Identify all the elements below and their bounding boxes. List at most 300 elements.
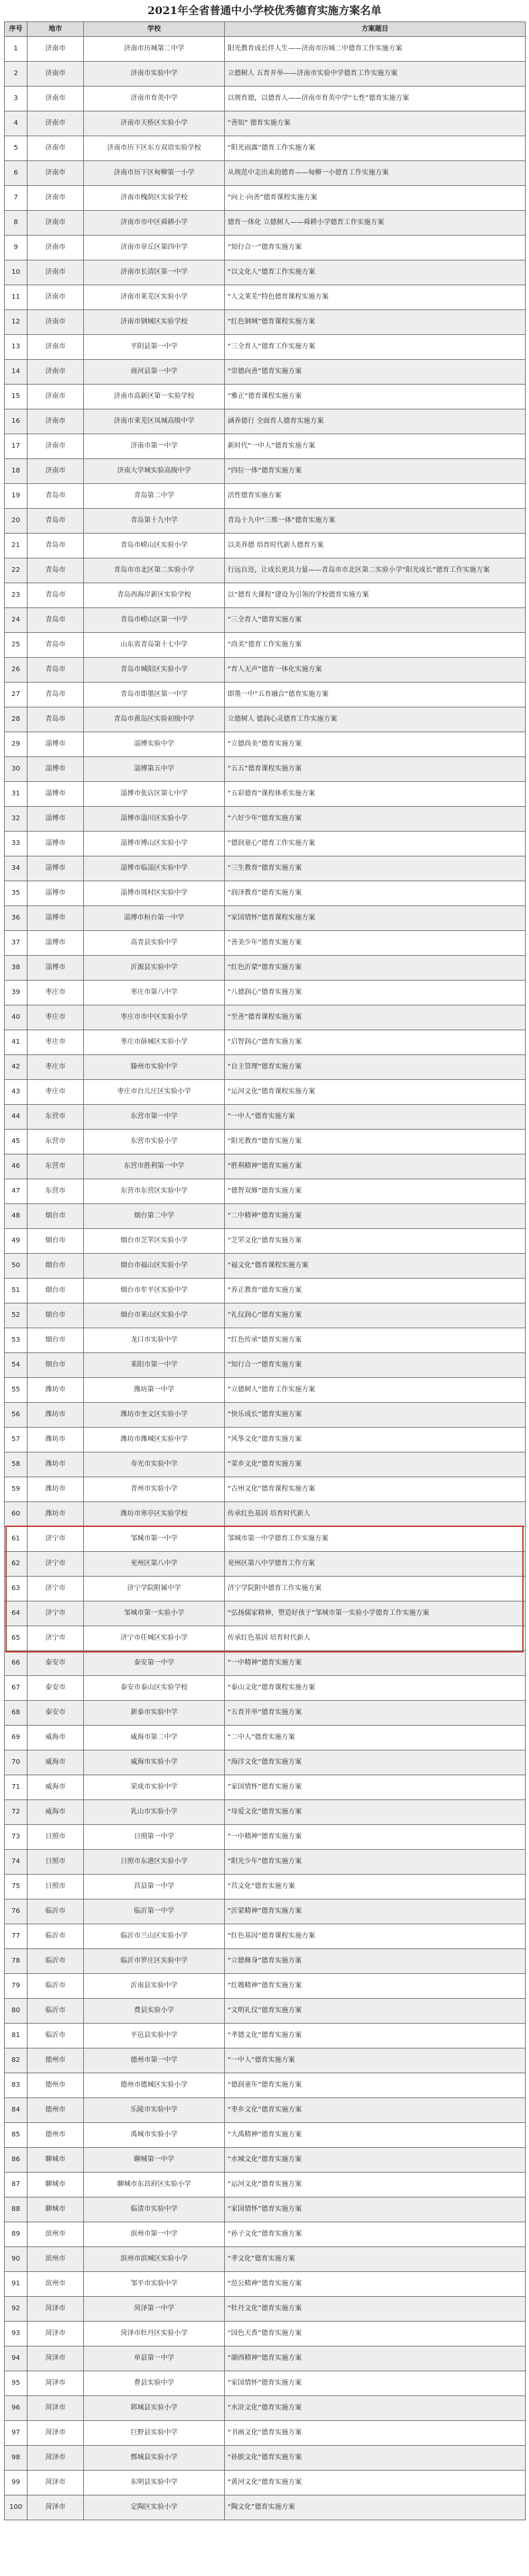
header-school: 学校 [84,22,225,37]
cell-school: 东营市实验小学 [84,1130,225,1154]
cell-plan: “孝文化”德育实施方案 [225,2247,526,2272]
cell-seq: 63 [5,1577,28,1601]
cell-seq: 17 [5,434,28,459]
cell-plan: “自主管理”德育实施方案 [225,1055,526,1080]
cell-seq: 91 [5,2272,28,2297]
table-row [5,509,526,534]
cell-seq: 78 [5,1949,28,1974]
cell-seq: 38 [5,956,28,981]
cell-plan: “德智双修”德育实施方案 [225,1179,526,1204]
cell-school: 济南市槐荫区实验学校 [84,186,225,211]
table-row [5,161,526,186]
table-row [5,2297,526,2322]
table-row [5,633,526,658]
cell-city: 济南市 [28,37,84,62]
cell-city: 济南市 [28,360,84,385]
table-row [5,1825,526,1850]
cell-plan: “沂蒙精神”德育实施方案 [225,1899,526,1924]
cell-city: 潍坊市 [28,1477,84,1502]
cell-seq: 80 [5,1999,28,2024]
cell-seq: 47 [5,1179,28,1204]
cell-plan: “孙膑文化”德育实施方案 [225,2446,526,2471]
header-plan: 方案题目 [225,22,526,37]
cell-plan: “四位一体”德育实施方案 [225,459,526,484]
cell-seq: 8 [5,211,28,236]
table-row [5,385,526,409]
cell-plan: “崇德向善”德育实施方案 [225,360,526,385]
cell-city: 菏泽市 [28,2371,84,2396]
cell-school: 枣庄市台儿庄区实验小学 [84,1080,225,1105]
cell-plan: 邹城市第一中学德育工作实施方案 [225,1527,526,1552]
cell-school: 淄博市张店区第七中学 [84,782,225,807]
cell-school: 德州市德城区实验小学 [84,2073,225,2098]
cell-school: 青岛市崂山区实验小学 [84,534,225,558]
cell-seq: 100 [5,2495,28,2520]
cell-seq: 88 [5,2197,28,2222]
cell-school: 商河县第一中学 [84,360,225,385]
cell-seq: 29 [5,732,28,757]
cell-city: 泰安市 [28,1651,84,1676]
cell-seq: 20 [5,509,28,534]
cell-city: 临沂市 [28,2024,84,2048]
cell-plan: 兖州区第八中学德育工作方案 [225,1552,526,1577]
cell-city: 威海市 [28,1800,84,1825]
cell-seq: 41 [5,1030,28,1055]
table-row [5,236,526,260]
cell-city: 德州市 [28,2073,84,2098]
cell-seq: 83 [5,2073,28,2098]
table-row [5,1179,526,1204]
cell-city: 青岛市 [28,707,84,732]
cell-plan: “以文化人”德育工作实施方案 [225,260,526,285]
cell-city: 济宁市 [28,1527,84,1552]
table-row [5,1328,526,1353]
cell-school: 青岛第十九中学 [84,509,225,534]
cell-school: 菏泽第一中学 [84,2297,225,2322]
table-row [5,1378,526,1403]
cell-city: 淄博市 [28,757,84,782]
cell-plan: “阳光少年”德育实施方案 [225,1850,526,1875]
cell-school: 莒县第一中学 [84,1875,225,1899]
cell-plan: “礼仪润心”德育实施方案 [225,1303,526,1328]
table-row [5,1130,526,1154]
cell-seq: 61 [5,1527,28,1552]
cell-city: 济宁市 [28,1552,84,1577]
cell-plan: “福文化”德育课程实施方案 [225,1254,526,1279]
cell-city: 烟台市 [28,1229,84,1254]
cell-seq: 25 [5,633,28,658]
cell-seq: 32 [5,807,28,832]
cell-seq: 26 [5,658,28,683]
cell-seq: 4 [5,111,28,136]
cell-school: 聊城第一中学 [84,2148,225,2173]
cell-city: 淄博市 [28,807,84,832]
table-row [5,2247,526,2272]
cell-city: 菏泽市 [28,2322,84,2346]
cell-plan: 以规育德，以德育人——济南市育英中学“七性”德育实施方案 [225,87,526,111]
cell-city: 菏泽市 [28,2396,84,2421]
cell-school: 青岛市市北区第二实验小学 [84,558,225,583]
cell-plan: “善美少年”德育实施方案 [225,931,526,956]
cell-city: 济南市 [28,87,84,111]
cell-seq: 19 [5,484,28,509]
cell-school: 枣庄市薛城区实验小学 [84,1030,225,1055]
cell-plan: “文明礼仪”德育实施方案 [225,1999,526,2024]
document-title: 2021年全省普通中小学校优秀德育实施方案名单 [147,4,382,17]
cell-school: 潍坊第一中学 [84,1378,225,1403]
cell-plan: “枣乡文化”德育实施方案 [225,2098,526,2123]
cell-plan: “知行合一”德育实施方案 [225,1353,526,1378]
cell-city: 淄博市 [28,906,84,931]
cell-plan: “五五”德育课程实施方案 [225,757,526,782]
cell-seq: 46 [5,1154,28,1179]
cell-city: 枣庄市 [28,1080,84,1105]
cell-plan: “育人无声”德育一体化实施方案 [225,658,526,683]
table-row [5,1552,526,1577]
table-row [5,1105,526,1130]
cell-plan: “知行合一”德育实施方案 [225,236,526,260]
table-row [5,832,526,856]
cell-seq: 31 [5,782,28,807]
cell-seq: 90 [5,2247,28,2272]
cell-city: 济南市 [28,62,84,87]
cell-school: 临清市实验中学 [84,2197,225,2222]
cell-plan: “风筝文化”德育实施方案 [225,1428,526,1452]
cell-seq: 51 [5,1279,28,1303]
cell-seq: 23 [5,583,28,608]
cell-seq: 58 [5,1452,28,1477]
cell-city: 青岛市 [28,658,84,683]
cell-school: 郓城县实验小学 [84,2396,225,2421]
cell-seq: 43 [5,1080,28,1105]
table-row [5,906,526,931]
table-row [5,1080,526,1105]
cell-school: 济南市钢城区实验学校 [84,310,225,335]
table-row [5,1229,526,1254]
cell-seq: 68 [5,1701,28,1726]
cell-school: 东营市第一中学 [84,1105,225,1130]
cell-school: 济南市莱芜区实验小学 [84,285,225,310]
cell-school: 平阴县第一中学 [84,335,225,360]
cell-plan: “孝德文化”德育实施方案 [225,2024,526,2048]
cell-city: 泰安市 [28,1701,84,1726]
cell-school: 淄博市周村区实验中学 [84,881,225,906]
cell-city: 青岛市 [28,608,84,633]
cell-seq: 27 [5,683,28,707]
cell-plan: “红色钢城”德育课程实施方案 [225,310,526,335]
header-seq: 序号 [5,22,28,37]
cell-city: 潍坊市 [28,1502,84,1527]
cell-plan: “大禹精神”德育实施方案 [225,2123,526,2148]
table-row [5,459,526,484]
table-row [5,1949,526,1974]
table-row [5,683,526,707]
cell-school: 临沂市罗庄区实验中学 [84,1949,225,1974]
cell-seq: 42 [5,1055,28,1080]
cell-seq: 59 [5,1477,28,1502]
cell-city: 济南市 [28,434,84,459]
cell-city: 淄博市 [28,931,84,956]
cell-plan: 德育一体化 立德树人——舜耕小学德育工作实施方案 [225,211,526,236]
cell-seq: 64 [5,1601,28,1626]
cell-city: 威海市 [28,1750,84,1775]
table-row [5,1279,526,1303]
table-row [5,2222,526,2247]
cell-city: 济南市 [28,385,84,409]
cell-city: 日照市 [28,1825,84,1850]
cell-city: 日照市 [28,1875,84,1899]
cell-city: 淄博市 [28,782,84,807]
cell-school: 青岛第二中学 [84,484,225,509]
table-row [5,981,526,1005]
cell-school: 青岛西海岸新区实验学校 [84,583,225,608]
cell-plan: 活性德育实施方案 [225,484,526,509]
cell-seq: 87 [5,2173,28,2197]
cell-city: 潍坊市 [28,1378,84,1403]
cell-seq: 76 [5,1899,28,1924]
cell-plan: 即墨一中“五育融合”德育实施方案 [225,683,526,707]
table-row [5,2073,526,2098]
cell-school: 济南市实验中学 [84,62,225,87]
cell-school: 枣庄市第八中学 [84,981,225,1005]
cell-city: 济南市 [28,335,84,360]
cell-plan: “二中人”德育实施方案 [225,1726,526,1750]
cell-school: 淄博市桓台第一中学 [84,906,225,931]
cell-city: 济南市 [28,260,84,285]
cell-seq: 35 [5,881,28,906]
cell-plan: “三全育人”德育实施方案 [225,608,526,633]
table-row [5,956,526,981]
cell-seq: 89 [5,2222,28,2247]
cell-school: 东营市东营区实验中学 [84,1179,225,1204]
cell-seq: 84 [5,2098,28,2123]
table-row [5,1005,526,1030]
cell-plan: “范公精神”德育实施方案 [225,2272,526,2297]
table-row [5,1428,526,1452]
cell-plan: “一中人”德育实施方案 [225,2048,526,2073]
cell-city: 潍坊市 [28,1428,84,1452]
cell-school: 禹城市实验小学 [84,2123,225,2148]
cell-school: 潍坊市寒亭区实验学校 [84,1502,225,1527]
cell-city: 枣庄市 [28,1005,84,1030]
cell-plan: “人文莱芜”特色德育课程实施方案 [225,285,526,310]
cell-plan: “胜利精神”德育实施方案 [225,1154,526,1179]
cell-city: 济南市 [28,285,84,310]
cell-plan: “家国情怀”德育实施方案 [225,2371,526,2396]
cell-school: 青岛市城阳区实验小学 [84,658,225,683]
cell-seq: 13 [5,335,28,360]
cell-seq: 10 [5,260,28,285]
table-row [5,534,526,558]
cell-plan: “至善”德育课程实施方案 [225,1005,526,1030]
cell-school: 济南市章丘区第四中学 [84,236,225,260]
table-row [5,1701,526,1726]
table-row [5,2048,526,2073]
cell-school: 费县实验小学 [84,1999,225,2024]
cell-plan: “运河文化”德育实施方案 [225,2173,526,2197]
cell-plan: “六好少年”德育实施方案 [225,807,526,832]
cell-city: 济南市 [28,111,84,136]
cell-plan: “弘扬儒家精神，塑造好孩子”邹城市第一实验小学德育工作实施方案 [225,1601,526,1626]
cell-seq: 53 [5,1328,28,1353]
cell-city: 济宁市 [28,1601,84,1626]
cell-city: 泰安市 [28,1676,84,1701]
cell-seq: 82 [5,2048,28,2073]
cell-city: 烟台市 [28,1279,84,1303]
cell-school: 德州市第一中学 [84,2048,225,2073]
cell-seq: 60 [5,1502,28,1527]
table-row [5,1477,526,1502]
table-row [5,1850,526,1875]
table-row [5,2346,526,2371]
cell-school: 烟台市福山区实验小学 [84,1254,225,1279]
table-row [5,931,526,956]
cell-seq: 73 [5,1825,28,1850]
cell-city: 淄博市 [28,881,84,906]
cell-plan: “芝罘文化”德育实施方案 [225,1229,526,1254]
cell-school: 临沂第一中学 [84,1899,225,1924]
cell-city: 菏泽市 [28,2346,84,2371]
cell-school: 淄博实验中学 [84,732,225,757]
cell-school: 日照市东港区实验小学 [84,1850,225,1875]
cell-city: 菏泽市 [28,2421,84,2446]
table-row [5,2173,526,2197]
cell-city: 临沂市 [28,1899,84,1924]
cell-plan: “五育并举”德育实施方案 [225,1701,526,1726]
table-row [5,1899,526,1924]
cell-city: 菏泽市 [28,2495,84,2520]
cell-school: 济南市历城第二中学 [84,37,225,62]
table-row [5,1527,526,1552]
cell-school: 淄博第五中学 [84,757,225,782]
cell-city: 烟台市 [28,1353,84,1378]
cell-school: 乳山市实验小学 [84,1800,225,1825]
cell-plan: “运河文化”德育课程实施方案 [225,1080,526,1105]
cell-city: 济南市 [28,211,84,236]
cell-city: 济南市 [28,459,84,484]
cell-plan: “雅正”德育课程实施方案 [225,385,526,409]
cell-plan: “立德尚美”德育实施方案 [225,732,526,757]
cell-city: 临沂市 [28,1999,84,2024]
cell-plan: “向上·向善”德育课程实施方案 [225,186,526,211]
cell-seq: 96 [5,2396,28,2421]
cell-city: 青岛市 [28,633,84,658]
table-row [5,608,526,633]
cell-plan: “家国情怀”德育课程实施方案 [225,906,526,931]
cell-seq: 28 [5,707,28,732]
cell-seq: 93 [5,2322,28,2346]
table-row [5,1030,526,1055]
table-row [5,136,526,161]
cell-school: 东营市胜利第一中学 [84,1154,225,1179]
table-row [5,1353,526,1378]
cell-plan: “陶文化”德育实施方案 [225,2495,526,2520]
cell-school: 日照第一中学 [84,1825,225,1850]
cell-city: 威海市 [28,1775,84,1800]
cell-school: 济南市高新区第一实验学校 [84,385,225,409]
table-row [5,782,526,807]
cell-school: 山东省青岛第十七中学 [84,633,225,658]
cell-school: 济南市长清区第一中学 [84,260,225,285]
cell-seq: 74 [5,1850,28,1875]
cell-plan: “一中精神”德育实施方案 [225,1651,526,1676]
table-row [5,2396,526,2421]
table-row [5,2322,526,2346]
cell-seq: 33 [5,832,28,856]
cell-school: 济南市第一中学 [84,434,225,459]
cell-city: 济南市 [28,161,84,186]
table-row [5,1999,526,2024]
cell-seq: 75 [5,1875,28,1899]
cell-seq: 34 [5,856,28,881]
cell-plan: 阳光教育成长伴人生——济南市历城二中德育工作实施方案 [225,37,526,62]
cell-seq: 44 [5,1105,28,1130]
table-row [5,2471,526,2495]
table-row [5,360,526,385]
table-row [5,1577,526,1601]
cell-seq: 39 [5,981,28,1005]
table-row [5,1875,526,1899]
cell-plan: “红色沂蒙”德育实施方案 [225,956,526,981]
table-row [5,2024,526,2048]
cell-plan: “润泽教育”德育实施方案 [225,881,526,906]
cell-school: 威海市第二中学 [84,1726,225,1750]
cell-city: 济南市 [28,310,84,335]
cell-plan: “德润童年”德育实施方案 [225,2073,526,2098]
cell-plan: 行远自迩，让成长更具力量——青岛市市北区第二实验小学“阳光成长”德育工作实施方案 [225,558,526,583]
cell-city: 菏泽市 [28,2297,84,2322]
cell-school: 邹平市实验中学 [84,2272,225,2297]
table-row [5,1750,526,1775]
cell-seq: 3 [5,87,28,111]
cell-city: 青岛市 [28,534,84,558]
table-row [5,87,526,111]
cell-school: 青岛市崂山区第一中学 [84,608,225,633]
table-row [5,409,526,434]
cell-plan: “泰山文化”德育课程实施方案 [225,1676,526,1701]
cell-school: 巨野县实验中学 [84,2421,225,2446]
cell-city: 菏泽市 [28,2471,84,2495]
cell-plan: 青岛十九中“三维一体”德育实施方案 [225,509,526,534]
cell-seq: 72 [5,1800,28,1825]
table-row [5,2123,526,2148]
table-row [5,1676,526,1701]
cell-plan: 立德树人 五育并举——济南市实验中学德育工作实施方案 [225,62,526,87]
cell-school: 青州市实验小学 [84,1477,225,1502]
cell-school: 新泰市实验中学 [84,1701,225,1726]
cell-city: 济南市 [28,186,84,211]
table-row [5,707,526,732]
header-city: 地市 [28,22,84,37]
cell-plan: “养正教育”德育实施方案 [225,1279,526,1303]
cell-plan: “立德树人”德育工作实施方案 [225,1378,526,1403]
cell-plan: “八德润心”德育实施方案 [225,981,526,1005]
cell-school: 聊城市东昌府区实验小学 [84,2173,225,2197]
cell-seq: 66 [5,1651,28,1676]
table-row [5,2098,526,2123]
cell-plan: 从规范中走出来的德育——甸柳一小德育工作实施方案 [225,161,526,186]
cell-school: 青岛市黄岛区实验初级中学 [84,707,225,732]
cell-school: 济南市天桥区实验小学 [84,111,225,136]
cell-plan: “一中人”德育实施方案 [225,1105,526,1130]
table-row [5,211,526,236]
cell-seq: 22 [5,558,28,583]
cell-city: 枣庄市 [28,981,84,1005]
table-row [5,1924,526,1949]
cell-seq: 57 [5,1428,28,1452]
cell-school: 临沂市兰山区实验小学 [84,1924,225,1949]
cell-school: 曹县实验中学 [84,2371,225,2396]
